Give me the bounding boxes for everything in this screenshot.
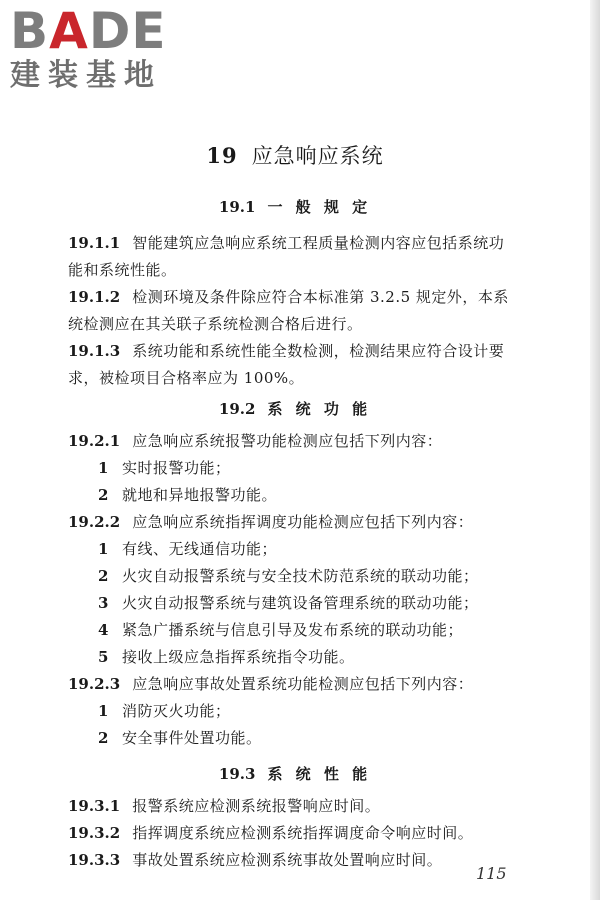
clause-19-1-1: 19.1.1 智能建筑应急响应系统工程质量检测内容应包括系统功 能和系统性能。: [68, 234, 505, 279]
clause-19-2-2: 19.2.2 应急响应系统指挥调度功能检测应包括下列内容：: [68, 513, 474, 531]
page-number: 115: [476, 864, 507, 883]
list-item: 2 安全事件处置功能。: [98, 729, 262, 747]
list-item: 2 就地和异地报警功能。: [98, 486, 278, 504]
page-edge-shadow: [590, 0, 600, 900]
clause-19-3-1: 19.3.1 报警系统应检测系统报警响应时间。: [68, 797, 381, 815]
list-item: 4 紧急广播系统与信息引导及发布系统的联动功能；: [98, 621, 464, 639]
section-title-19-1: 19.1 一 般 规 定: [218, 198, 372, 216]
list-item: 2 火灾自动报警系统与安全技术防范系统的联动功能；: [98, 567, 479, 585]
logo-subtitle: 建装基地: [10, 58, 162, 93]
section-title-19-3: 19.3 系 统 性 能: [218, 765, 372, 783]
clause-19-3-3: 19.3.3 事故处置系统应检测系统事故处置响应时间。: [68, 851, 443, 869]
logo: [10, 2, 180, 96]
list-item: 1 有线、无线通信功能；: [98, 540, 278, 558]
logo-wordmark: BADE: [10, 2, 167, 60]
list-item: 3 火灾自动报警系统与建筑设备管理系统的联动功能；: [98, 594, 479, 612]
clause-19-3-2: 19.3.2 指挥调度系统应检测系统指挥调度命令响应时间。: [68, 824, 474, 842]
clause-19-2-3: 19.2.3 应急响应事故处置系统功能检测应包括下列内容：: [68, 675, 474, 693]
list-item: 5 接收上级应急指挥系统指令功能。: [98, 648, 355, 666]
list-item: 1 实时报警功能；: [98, 459, 231, 477]
chapter-name: 应急响应系统: [251, 144, 384, 168]
section-title-19-2: 19.2 系 统 功 能: [218, 400, 372, 418]
clause-19-2-1: 19.2.1 应急响应系统报警功能检测应包括下列内容：: [68, 432, 443, 450]
clause-19-1-3: 19.1.3 系统功能和系统性能全数检测，检测结果应符合设计要 求，被检项目合格率应为 100%。: [68, 342, 505, 387]
chapter-number: 19: [206, 143, 238, 168]
list-item: 1 消防灭火功能；: [98, 702, 231, 720]
chapter-title: [0, 140, 590, 170]
clause-19-1-2: 19.1.2 检测环境及条件除应符合本标准第 3.2.5 规定外，本系 统检测应在其关联子系统检测合格后进行。: [68, 288, 509, 333]
